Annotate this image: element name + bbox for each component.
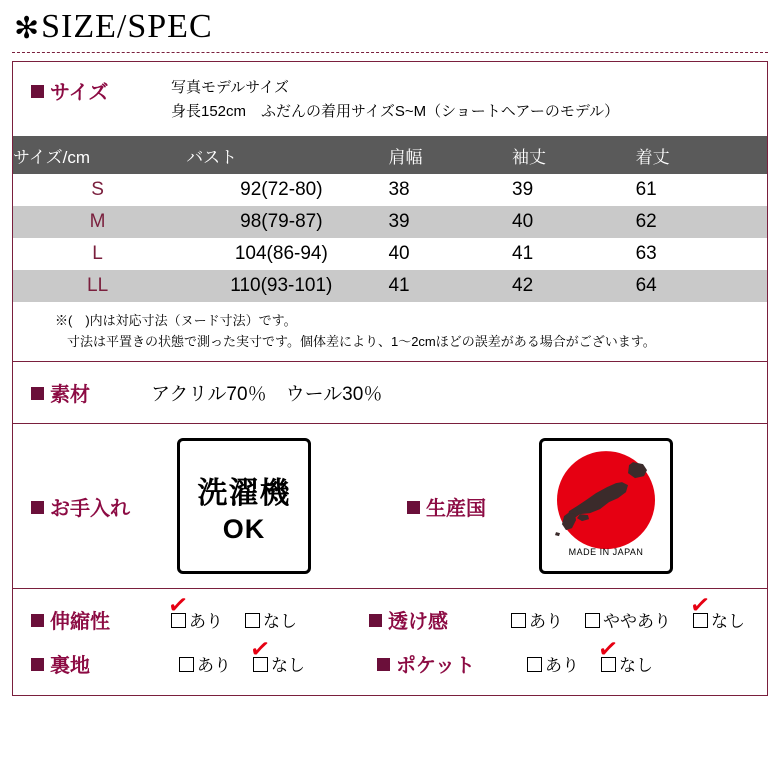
- table-row: [13, 206, 767, 238]
- col-header-size: サイズ/cm: [13, 136, 186, 174]
- origin-label: 生産国: [407, 492, 539, 521]
- bullet-square-icon: [31, 614, 44, 627]
- pocket-label: ポケット: [377, 649, 527, 678]
- cell-size: LL: [13, 270, 186, 302]
- option-pocket-yes[interactable]: あり: [527, 651, 579, 676]
- cell-shoulder: 40: [388, 243, 410, 264]
- care-label: お手入れ: [31, 492, 171, 521]
- material-label: 素材: [31, 378, 151, 407]
- checkbox[interactable]: [253, 657, 268, 672]
- checkbox[interactable]: [511, 613, 526, 628]
- cell-length: 62: [628, 206, 767, 238]
- cell-sleeve: 40: [504, 206, 628, 238]
- cell-shoulder: 39: [380, 206, 504, 238]
- table-header-row: [13, 136, 767, 174]
- lining-label: 裏地: [31, 649, 179, 678]
- stretch-options: [166, 591, 319, 632]
- bullet-square-icon: [369, 614, 382, 627]
- option-sheer-no[interactable]: ✓ なし: [688, 591, 745, 631]
- checkbox[interactable]: [245, 613, 260, 628]
- check-mark-icon: ✓: [166, 591, 190, 620]
- property-row-stretch: [31, 591, 767, 641]
- option-sheer-slight[interactable]: ややあり: [585, 607, 671, 632]
- material-section: [13, 362, 767, 424]
- model-line-1: 写真モデルサイズ: [171, 79, 290, 96]
- cell-length: 64: [628, 270, 767, 302]
- cell-bust: 92(72-80): [240, 179, 323, 200]
- pocket-options: [527, 635, 675, 676]
- washing-machine-ok-badge: [177, 438, 311, 574]
- check-mark-icon: ✓: [688, 591, 712, 620]
- cell-size: S: [91, 179, 104, 200]
- bullet-square-icon: [31, 85, 44, 98]
- check-mark-icon: ✓: [596, 635, 620, 664]
- checkbox[interactable]: [527, 657, 542, 672]
- model-line-2: 身長152cm ふだんの着用サイズS~M（ショートヘアーのモデル）: [171, 103, 620, 120]
- checkbox[interactable]: [179, 657, 194, 672]
- wash-line-2: OK: [222, 513, 266, 544]
- size-section: [13, 62, 767, 362]
- model-text: [171, 76, 619, 124]
- option-pocket-no[interactable]: ✓ なし: [596, 635, 653, 675]
- cell-bust: 110(93-101): [186, 270, 380, 302]
- asterisk-icon: ✻: [14, 12, 40, 45]
- size-model-info: [13, 62, 767, 136]
- option-sheer-yes[interactable]: あり: [511, 607, 563, 632]
- cell-sleeve: 41: [512, 243, 534, 264]
- bullet-square-icon: [31, 387, 44, 400]
- care-section: [13, 424, 767, 589]
- size-label: サイズ: [31, 76, 171, 124]
- japan-map-icon: [550, 456, 662, 542]
- sheerness-options: [511, 591, 767, 632]
- cell-shoulder: 38: [388, 179, 410, 200]
- option-lining-no[interactable]: ✓ なし: [248, 635, 305, 675]
- checkbox[interactable]: [585, 613, 600, 628]
- property-row-lining: [31, 635, 767, 685]
- cell-length: 63: [635, 243, 657, 264]
- cell-bust: 98(79-87): [186, 206, 380, 238]
- cell-bust: 104(86-94): [234, 243, 328, 264]
- cell-size: M: [13, 206, 186, 238]
- checkbox[interactable]: [693, 613, 708, 628]
- header-divider: [12, 52, 768, 53]
- page-title: SIZE/SPEC: [41, 8, 213, 45]
- spec-box: [12, 61, 768, 696]
- bullet-square-icon: [377, 658, 390, 671]
- lining-options: [179, 635, 327, 676]
- size-note: [13, 302, 767, 361]
- page-header: [0, 0, 780, 48]
- properties-section: [13, 589, 767, 695]
- table-row: [13, 238, 767, 270]
- cell-size: L: [92, 243, 103, 264]
- note-line-2: 寸法は平置きの状態で測った実寸です。個体差により、1～2cmほどの誤差がある場合がございます。: [67, 334, 656, 349]
- origin-text: MADE IN JAPAN: [568, 547, 644, 557]
- size-table: [13, 136, 767, 302]
- bullet-square-icon: [31, 658, 44, 671]
- sheerness-label: 透け感: [369, 605, 511, 634]
- cell-sleeve: 42: [504, 270, 628, 302]
- col-header-shoulder: 肩幅: [380, 136, 504, 174]
- bullet-square-icon: [407, 501, 420, 514]
- check-mark-icon: ✓: [248, 635, 272, 664]
- table-row: [13, 174, 767, 206]
- col-header-length: 着丈: [628, 136, 767, 174]
- bullet-square-icon: [31, 501, 44, 514]
- checkbox[interactable]: [171, 613, 186, 628]
- note-line-1: ※( )内は対応寸法（ヌード寸法）です。: [55, 313, 297, 328]
- col-header-sleeve: 袖丈: [504, 136, 628, 174]
- option-lining-yes[interactable]: あり: [179, 651, 231, 676]
- cell-length: 61: [635, 179, 657, 200]
- stretch-label: 伸縮性: [31, 605, 171, 634]
- wash-line-1: 洗濯機: [197, 476, 291, 510]
- table-row: [13, 270, 767, 302]
- made-in-japan-badge: [539, 438, 673, 574]
- col-header-bust: バスト: [186, 136, 380, 174]
- checkbox[interactable]: [601, 657, 616, 672]
- cell-sleeve: 39: [512, 179, 534, 200]
- material-value: アクリル70％ ウール30％: [151, 384, 383, 405]
- cell-shoulder: 41: [380, 270, 504, 302]
- option-stretch-yes[interactable]: ✓ あり: [166, 591, 224, 631]
- option-stretch-no[interactable]: なし: [245, 607, 297, 632]
